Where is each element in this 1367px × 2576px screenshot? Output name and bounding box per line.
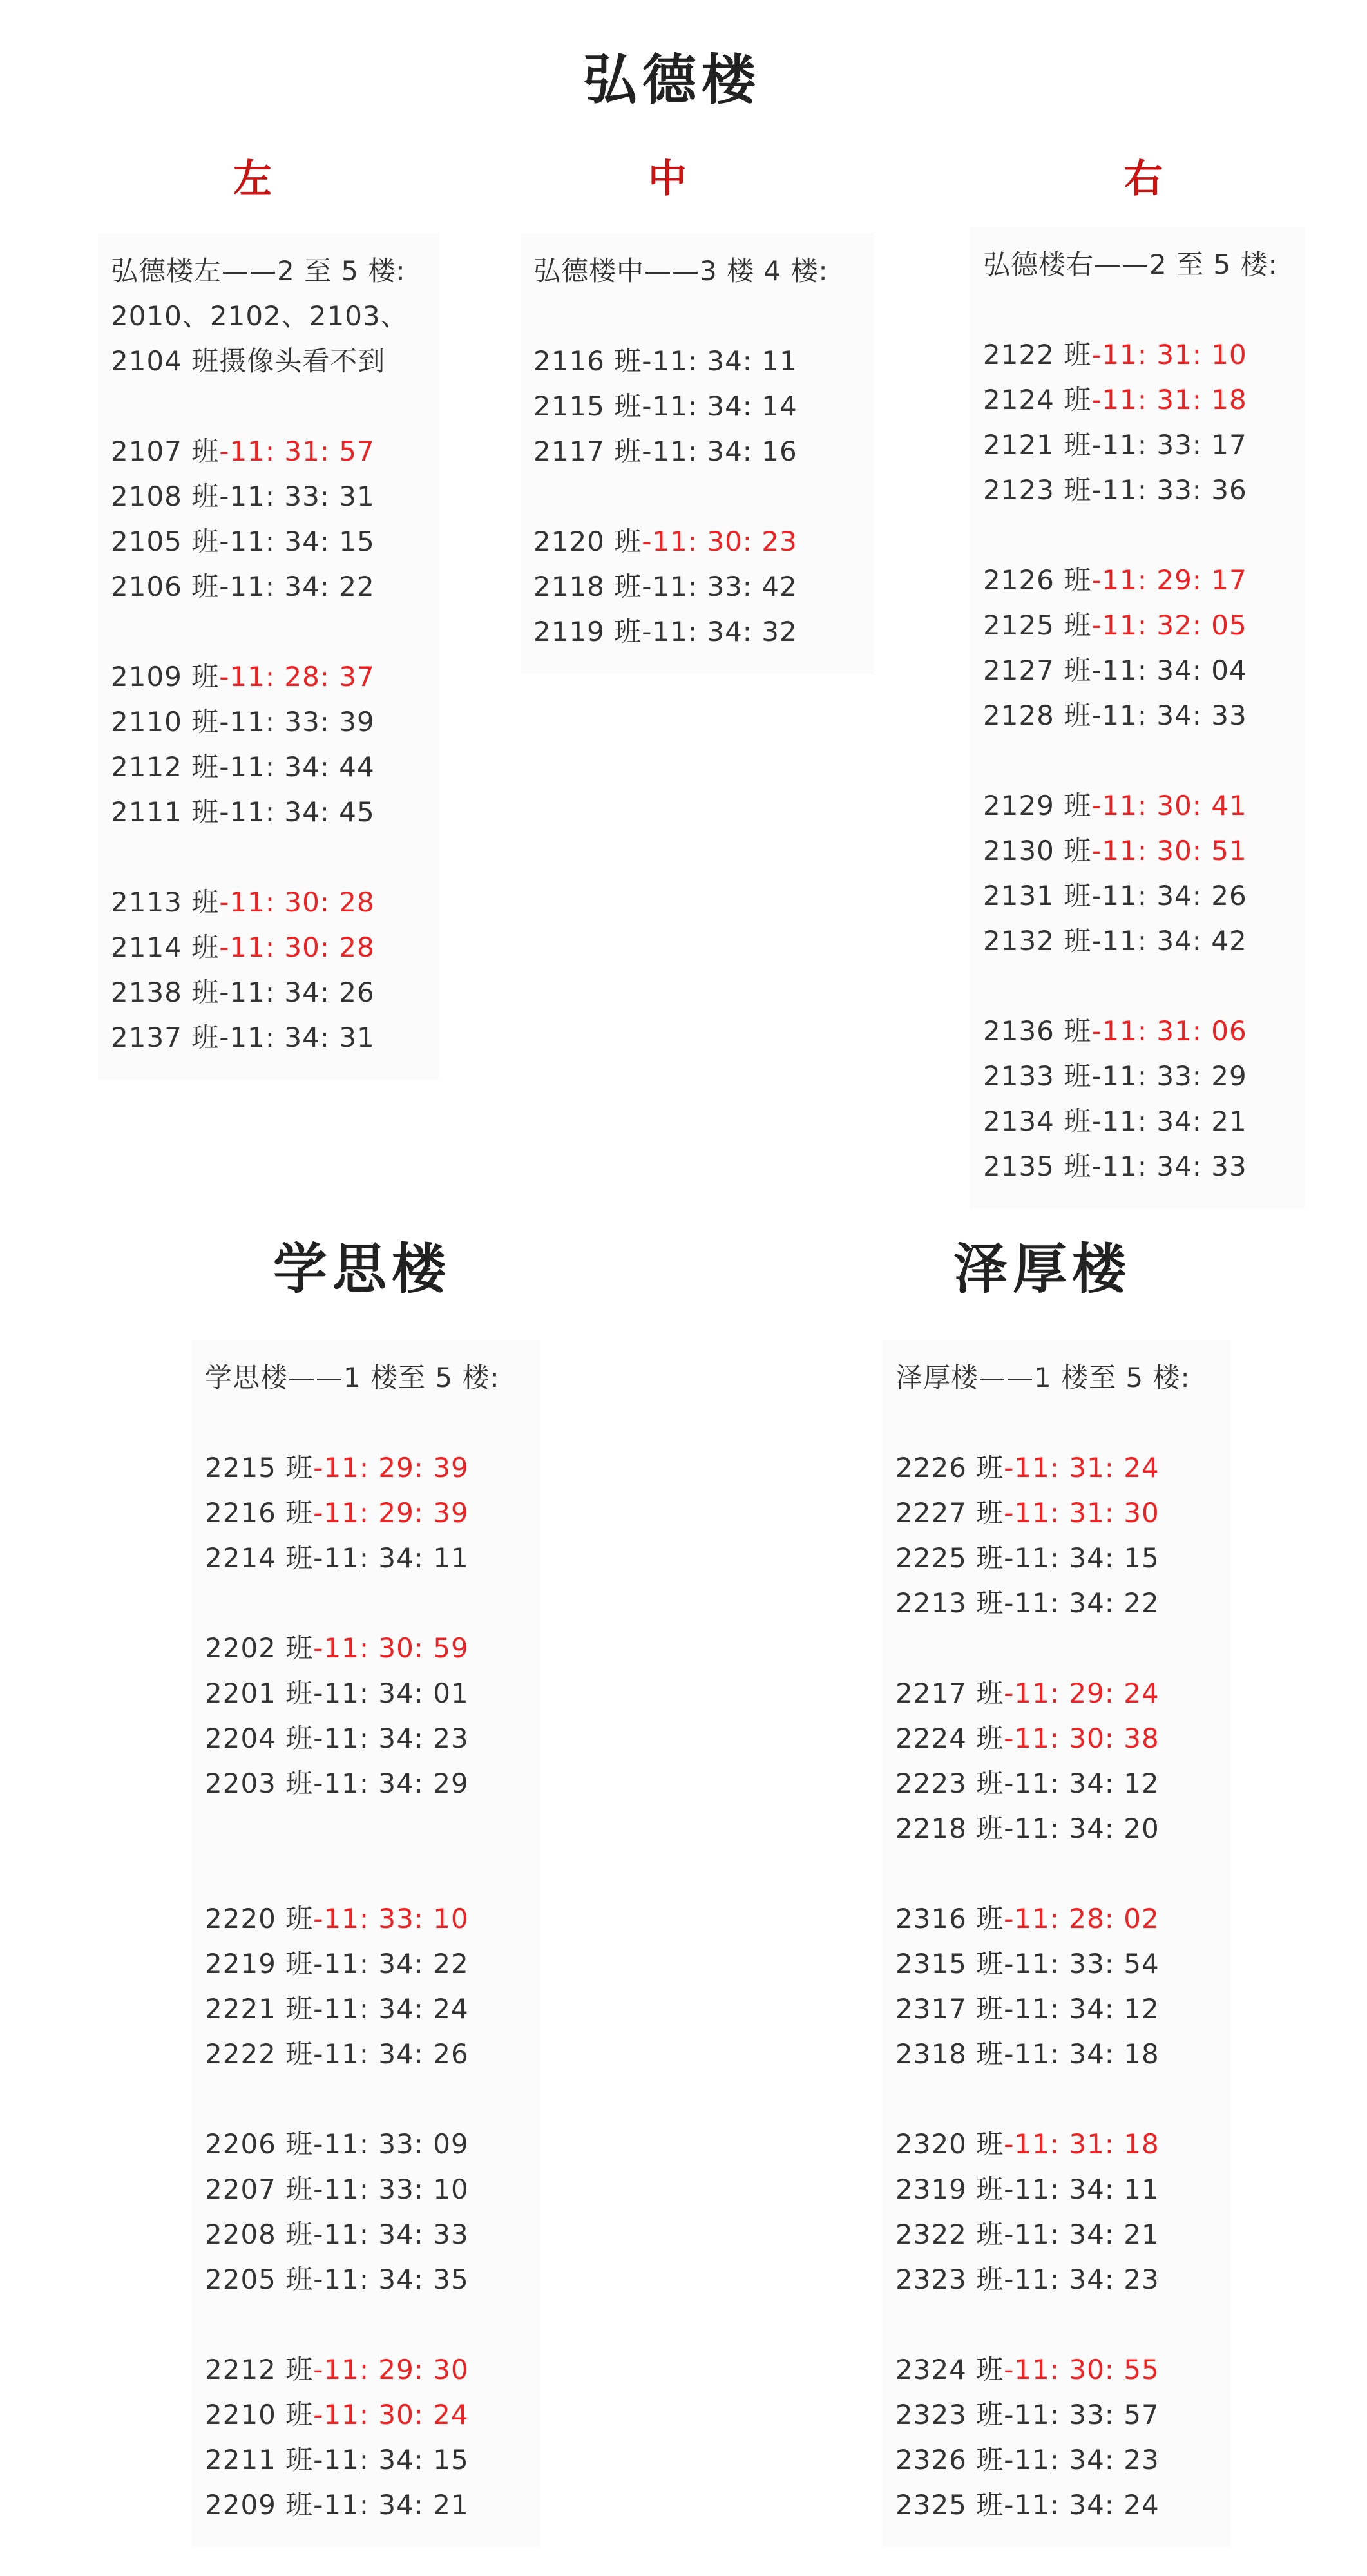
hongde-title: 弘德楼	[583, 48, 761, 111]
class-label: 2323 班	[895, 2264, 1004, 2295]
class-label: 2216 班	[205, 1497, 314, 1529]
class-label: 2115 班	[533, 390, 642, 422]
time-value: -11: 34: 11	[1004, 2173, 1160, 2205]
class-time-row	[983, 828, 1292, 873]
group-spacer	[533, 474, 861, 519]
class-time-row	[111, 925, 426, 970]
group-spacer	[983, 964, 1292, 1009]
time-value: -11: 33: 17	[1091, 429, 1247, 461]
time-value: -11: 30: 23	[642, 526, 798, 557]
class-label: 2317 班	[895, 1993, 1004, 2025]
time-value: -11: 31: 57	[219, 435, 375, 467]
class-label: 2201 班	[205, 1677, 314, 1709]
class-time-row	[983, 1099, 1292, 1144]
time-value: -11: 34: 11	[642, 345, 798, 377]
class-label: 2225 班	[895, 1542, 1004, 1574]
time-value: -11: 34: 12	[1004, 1993, 1160, 2025]
class-time-row	[111, 564, 426, 609]
class-label: 2114 班	[111, 931, 220, 963]
hongde-right-heading: 右	[1124, 157, 1163, 202]
class-time-row	[205, 2347, 527, 2392]
time-value: -11: 34: 33	[1091, 1150, 1247, 1182]
class-time-row	[895, 2438, 1218, 2483]
class-label: 2215 班	[205, 1452, 314, 1484]
class-label: 2111 班	[111, 796, 220, 828]
class-time-row	[895, 1942, 1218, 1987]
class-label: 2218 班	[895, 1813, 1004, 1844]
class-label: 2316 班	[895, 1903, 1004, 1934]
class-label: 2326 班	[895, 2444, 1004, 2476]
class-label: 2106 班	[111, 571, 220, 602]
class-label: 2315 班	[895, 1948, 1004, 1980]
class-label: 2123 班	[983, 474, 1092, 506]
group-spacer	[533, 294, 861, 339]
class-time-row	[205, 1626, 527, 1671]
time-value: -11: 34: 31	[219, 1022, 375, 1053]
class-time-row	[983, 783, 1292, 828]
class-label: 2224 班	[895, 1722, 1004, 1754]
time-value: -11: 30: 38	[1004, 1722, 1160, 1754]
class-time-row	[111, 654, 426, 700]
class-time-row	[533, 429, 861, 474]
time-value: -11: 33: 29	[1091, 1060, 1247, 1092]
time-value: -11: 33: 57	[1004, 2399, 1160, 2430]
class-time-row	[983, 603, 1292, 648]
group-spacer	[111, 384, 426, 429]
group-spacer	[205, 1851, 527, 1896]
class-time-row	[895, 1896, 1218, 1942]
time-value: -11: 28: 02	[1004, 1903, 1160, 1934]
class-label: 2322 班	[895, 2218, 1004, 2250]
class-time-row	[205, 2483, 527, 2528]
time-value: -11: 34: 26	[219, 977, 375, 1008]
hongde-mid-heading: 中	[648, 157, 687, 202]
class-label: 2319 班	[895, 2173, 1004, 2205]
time-value: -11: 30: 51	[1091, 835, 1247, 866]
class-time-row	[533, 339, 861, 384]
class-time-row	[983, 468, 1292, 513]
class-label: 2126 班	[983, 564, 1092, 596]
class-time-row	[983, 423, 1292, 468]
hongde-left-panel	[98, 233, 439, 1080]
intro-line: 弘德楼中——3 楼 4 楼:	[533, 255, 828, 287]
intro-line: 泽厚楼——1 楼至 5 楼:	[895, 1362, 1190, 1393]
group-spacer	[205, 2077, 527, 2122]
class-label: 2127 班	[983, 654, 1092, 686]
intro-line: 2010、2102、2103、	[111, 300, 408, 332]
time-value: -11: 30: 28	[219, 931, 375, 963]
class-label: 2117 班	[533, 435, 642, 467]
time-value: -11: 31: 18	[1091, 384, 1247, 415]
class-label: 2211 班	[205, 2444, 314, 2476]
time-value: -11: 34: 01	[313, 1677, 469, 1709]
class-label: 2132 班	[983, 925, 1092, 957]
class-time-row	[533, 519, 861, 564]
time-value: -11: 31: 10	[1091, 339, 1247, 370]
class-time-row	[983, 693, 1292, 738]
time-value: -11: 29: 24	[1004, 1677, 1160, 1709]
class-time-row	[111, 519, 426, 564]
class-label: 2120 班	[533, 526, 642, 557]
time-value: -11: 32: 05	[1091, 609, 1247, 641]
class-label: 2130 班	[983, 835, 1092, 866]
class-time-row	[205, 1491, 527, 1536]
class-label: 2107 班	[111, 435, 220, 467]
time-value: -11: 34: 35	[313, 2264, 469, 2295]
time-value: -11: 33: 36	[1091, 474, 1247, 506]
class-time-row	[533, 609, 861, 654]
class-time-row	[983, 873, 1292, 919]
class-time-row	[983, 1009, 1292, 1054]
class-label: 2207 班	[205, 2173, 314, 2205]
time-value: -11: 34: 22	[219, 571, 375, 602]
class-label: 2134 班	[983, 1105, 1092, 1137]
class-time-row	[205, 2257, 527, 2302]
class-time-row	[205, 1761, 527, 1806]
group-spacer	[895, 2302, 1218, 2347]
time-value: -11: 34: 44	[219, 751, 375, 783]
class-label: 2213 班	[895, 1587, 1004, 1619]
time-value: -11: 33: 10	[313, 1903, 469, 1934]
class-label: 2324 班	[895, 2354, 1004, 2385]
time-value: -11: 34: 20	[1004, 1813, 1160, 1844]
time-value: -11: 34: 21	[1091, 1105, 1247, 1137]
time-value: -11: 34: 11	[313, 1542, 469, 1574]
time-value: -11: 34: 23	[1004, 2264, 1160, 2295]
class-time-row	[895, 1536, 1218, 1581]
time-value: -11: 31: 18	[1004, 2128, 1160, 2160]
xuesi-panel	[192, 1340, 540, 2547]
class-label: 2131 班	[983, 880, 1092, 911]
class-label: 2128 班	[983, 700, 1092, 731]
class-label: 2214 班	[205, 1542, 314, 1574]
time-value: -11: 34: 18	[1004, 2038, 1160, 2070]
class-time-row	[983, 919, 1292, 964]
time-value: -11: 34: 22	[1004, 1587, 1160, 1619]
class-label: 2318 班	[895, 2038, 1004, 2070]
group-spacer	[895, 1626, 1218, 1671]
time-value: -11: 34: 15	[219, 526, 375, 557]
zehou-panel	[883, 1340, 1230, 2547]
class-label: 2112 班	[111, 751, 220, 783]
time-value: -11: 31: 30	[1004, 1497, 1160, 1529]
class-label: 2202 班	[205, 1632, 314, 1664]
class-time-row	[111, 970, 426, 1015]
class-time-row	[205, 2032, 527, 2077]
hongde-left-heading: 左	[233, 157, 272, 202]
class-label: 2105 班	[111, 526, 220, 557]
class-label: 2122 班	[983, 339, 1092, 370]
class-label: 2323 班	[895, 2399, 1004, 2430]
time-value: -11: 28: 37	[219, 661, 375, 692]
class-time-row	[895, 2122, 1218, 2167]
time-value: -11: 34: 21	[313, 2489, 469, 2521]
class-time-row	[205, 2212, 527, 2257]
class-time-row	[983, 332, 1292, 377]
class-label: 2108 班	[111, 481, 220, 512]
class-time-row	[983, 1054, 1292, 1099]
class-time-row	[895, 2032, 1218, 2077]
class-label: 2219 班	[205, 1948, 314, 1980]
class-time-row	[895, 2257, 1218, 2302]
time-value: -11: 33: 09	[313, 2128, 469, 2160]
group-spacer	[895, 1400, 1218, 1445]
class-label: 2320 班	[895, 2128, 1004, 2160]
time-value: -11: 34: 24	[313, 1993, 469, 2025]
class-time-row	[895, 2167, 1218, 2212]
class-label: 2121 班	[983, 429, 1092, 461]
class-time-row	[111, 790, 426, 835]
class-label: 2110 班	[111, 706, 220, 738]
time-value: -11: 34: 26	[313, 2038, 469, 2070]
class-label: 2222 班	[205, 2038, 314, 2070]
class-time-row	[205, 1536, 527, 1581]
group-spacer	[205, 1581, 527, 1626]
class-time-row	[895, 1761, 1218, 1806]
class-label: 2129 班	[983, 790, 1092, 821]
class-time-row	[111, 880, 426, 925]
time-value: -11: 29: 17	[1091, 564, 1247, 596]
class-label: 2135 班	[983, 1150, 1092, 1182]
class-label: 2137 班	[111, 1022, 220, 1053]
intro-line: 2104 班摄像头看不到	[111, 345, 386, 377]
time-value: -11: 29: 39	[313, 1452, 469, 1484]
time-value: -11: 34: 12	[1004, 1768, 1160, 1799]
group-spacer	[983, 513, 1292, 558]
time-value: -11: 34: 42	[1091, 925, 1247, 957]
time-value: -11: 30: 59	[313, 1632, 469, 1664]
intro-line: 学思楼——1 楼至 5 楼:	[205, 1362, 500, 1393]
group-spacer	[205, 1400, 527, 1445]
class-time-row	[895, 1806, 1218, 1851]
class-time-row	[205, 1671, 527, 1716]
time-value: -11: 30: 28	[219, 886, 375, 918]
group-spacer	[983, 287, 1292, 332]
class-time-row	[895, 2347, 1218, 2392]
class-time-row	[111, 745, 426, 790]
time-value: -11: 30: 55	[1004, 2354, 1160, 2385]
class-time-row	[895, 1987, 1218, 2032]
class-time-row	[205, 1987, 527, 2032]
class-time-row	[983, 377, 1292, 423]
class-time-row	[111, 474, 426, 519]
class-label: 2206 班	[205, 2128, 314, 2160]
class-label: 2220 班	[205, 1903, 314, 1934]
time-value: -11: 33: 42	[642, 571, 798, 602]
class-time-row	[205, 2122, 527, 2167]
class-time-row	[895, 1445, 1218, 1491]
class-time-row	[895, 2212, 1218, 2257]
intro-line: 弘德楼左——2 至 5 楼:	[111, 255, 406, 287]
class-time-row	[205, 1445, 527, 1491]
group-spacer	[983, 738, 1292, 783]
class-time-row	[533, 564, 861, 609]
class-label: 2227 班	[895, 1497, 1004, 1529]
time-value: -11: 34: 04	[1091, 654, 1247, 686]
class-time-row	[983, 648, 1292, 693]
group-spacer	[111, 609, 426, 654]
class-time-row	[895, 1671, 1218, 1716]
group-spacer	[205, 2302, 527, 2347]
class-label: 2113 班	[111, 886, 220, 918]
class-time-row	[205, 2167, 527, 2212]
class-label: 2223 班	[895, 1768, 1004, 1799]
class-time-row	[895, 1491, 1218, 1536]
class-label: 2109 班	[111, 661, 220, 692]
class-label: 2221 班	[205, 1993, 314, 2025]
class-label: 2226 班	[895, 1452, 1004, 1484]
time-value: -11: 34: 23	[313, 1722, 469, 1754]
class-time-row	[895, 2392, 1218, 2438]
time-value: -11: 33: 31	[219, 481, 375, 512]
class-label: 2209 班	[205, 2489, 314, 2521]
class-label: 2212 班	[205, 2354, 314, 2385]
hongde-right-panel	[970, 227, 1305, 1208]
class-time-row	[205, 1896, 527, 1942]
class-label: 2119 班	[533, 616, 642, 647]
class-time-row	[111, 429, 426, 474]
time-value: -11: 34: 14	[642, 390, 798, 422]
time-value: -11: 34: 26	[1091, 880, 1247, 911]
class-label: 2133 班	[983, 1060, 1092, 1092]
class-label: 2205 班	[205, 2264, 314, 2295]
class-label: 2118 班	[533, 571, 642, 602]
group-spacer	[895, 1851, 1218, 1896]
class-time-row	[983, 558, 1292, 603]
time-value: -11: 34: 21	[1004, 2218, 1160, 2250]
time-value: -11: 33: 39	[219, 706, 375, 738]
group-spacer	[111, 835, 426, 880]
time-value: -11: 34: 29	[313, 1768, 469, 1799]
class-label: 2124 班	[983, 384, 1092, 415]
class-time-row	[205, 1716, 527, 1761]
class-label: 2138 班	[111, 977, 220, 1008]
time-value: -11: 34: 45	[219, 796, 375, 828]
time-value: -11: 31: 24	[1004, 1452, 1160, 1484]
time-value: -11: 29: 30	[313, 2354, 469, 2385]
zehou-title: 泽厚楼	[953, 1237, 1132, 1301]
time-value: -11: 34: 33	[1091, 700, 1247, 731]
time-value: -11: 34: 23	[1004, 2444, 1160, 2476]
time-value: -11: 34: 32	[642, 616, 798, 647]
class-time-row	[205, 1942, 527, 1987]
class-time-row	[111, 700, 426, 745]
xuesi-title: 学思楼	[273, 1237, 452, 1301]
class-time-row	[983, 1144, 1292, 1189]
time-value: -11: 34: 24	[1004, 2489, 1160, 2521]
time-value: -11: 33: 54	[1004, 1948, 1160, 1980]
time-value: -11: 29: 39	[313, 1497, 469, 1529]
class-time-row	[205, 2438, 527, 2483]
class-label: 2203 班	[205, 1768, 314, 1799]
time-value: -11: 34: 15	[1004, 1542, 1160, 1574]
class-label: 2136 班	[983, 1015, 1092, 1047]
class-label: 2325 班	[895, 2489, 1004, 2521]
time-value: -11: 30: 24	[313, 2399, 469, 2430]
class-time-row	[533, 384, 861, 429]
time-value: -11: 30: 41	[1091, 790, 1247, 821]
class-label: 2210 班	[205, 2399, 314, 2430]
class-time-row	[895, 2483, 1218, 2528]
class-time-row	[895, 1581, 1218, 1626]
class-label: 2125 班	[983, 609, 1092, 641]
class-time-row	[895, 1716, 1218, 1761]
group-spacer	[205, 1806, 527, 1851]
group-spacer	[895, 2077, 1218, 2122]
time-value: -11: 34: 33	[313, 2218, 469, 2250]
time-value: -11: 33: 10	[313, 2173, 469, 2205]
class-label: 2208 班	[205, 2218, 314, 2250]
class-time-row	[205, 2392, 527, 2438]
class-label: 2204 班	[205, 1722, 314, 1754]
time-value: -11: 31: 06	[1091, 1015, 1247, 1047]
hongde-mid-panel	[521, 233, 874, 674]
time-value: -11: 34: 16	[642, 435, 798, 467]
class-label: 2116 班	[533, 345, 642, 377]
class-time-row	[111, 1015, 426, 1060]
class-label: 2217 班	[895, 1677, 1004, 1709]
intro-line: 弘德楼右——2 至 5 楼:	[983, 249, 1278, 280]
time-value: -11: 34: 22	[313, 1948, 469, 1980]
time-value: -11: 34: 15	[313, 2444, 469, 2476]
